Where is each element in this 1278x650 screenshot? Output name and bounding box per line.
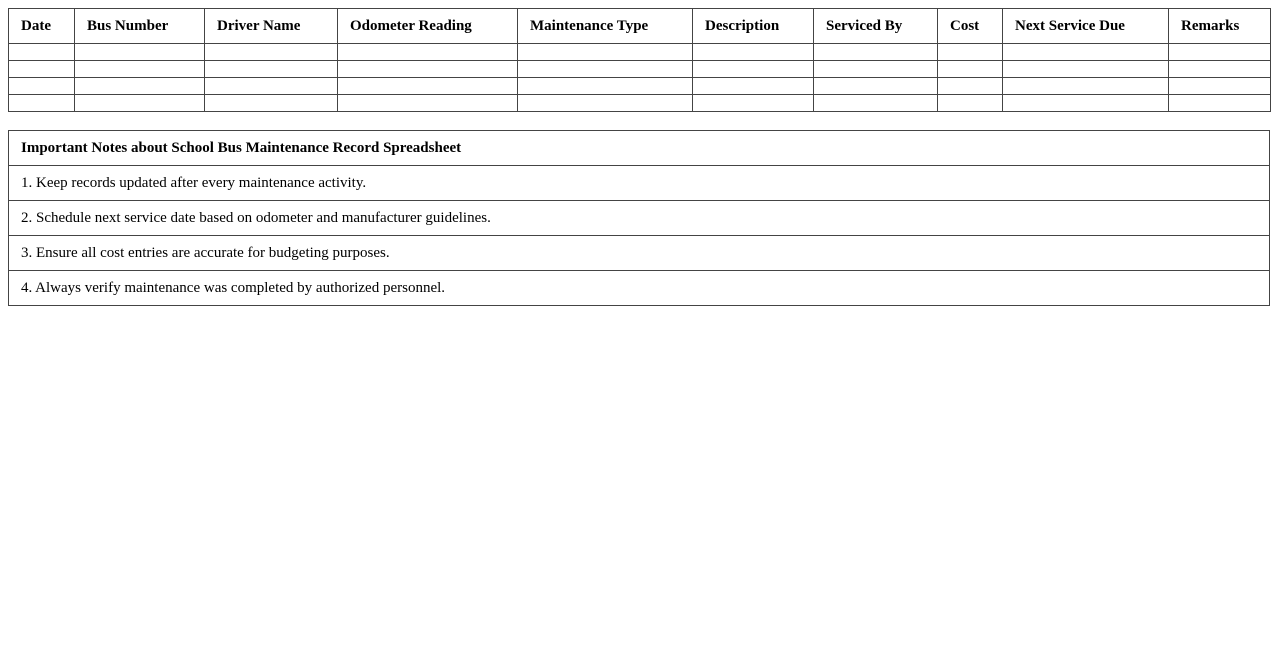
- table-cell[interactable]: [9, 44, 75, 61]
- table-cell[interactable]: [205, 78, 338, 95]
- column-header-description: Description: [693, 9, 814, 44]
- table-cell[interactable]: [338, 44, 518, 61]
- table-cell[interactable]: [1169, 44, 1271, 61]
- important-notes-table: [8, 130, 1270, 306]
- header-row: [9, 9, 1271, 44]
- table-cell[interactable]: [693, 78, 814, 95]
- table-cell[interactable]: [9, 78, 75, 95]
- table-cell[interactable]: [938, 95, 1003, 112]
- table-row: [9, 95, 1271, 112]
- table-cell[interactable]: [1003, 95, 1169, 112]
- note-item: 1. Keep records updated after every maintenance activity.: [9, 166, 1270, 201]
- table-cell[interactable]: [938, 44, 1003, 61]
- table-cell[interactable]: [75, 78, 205, 95]
- column-header-driver-name: Driver Name: [205, 9, 338, 44]
- column-header-remarks: Remarks: [1169, 9, 1271, 44]
- table-cell[interactable]: [338, 78, 518, 95]
- note-row: [9, 201, 1270, 236]
- note-item: 3. Ensure all cost entries are accurate for budgeting purposes.: [9, 236, 1270, 271]
- table-cell[interactable]: [338, 61, 518, 78]
- note-item: 2. Schedule next service date based on odometer and manufacturer guidelines.: [9, 201, 1270, 236]
- table-cell[interactable]: [938, 78, 1003, 95]
- table-cell[interactable]: [1003, 44, 1169, 61]
- table-row: [9, 78, 1271, 95]
- column-header-bus-number: Bus Number: [75, 9, 205, 44]
- table-cell[interactable]: [1169, 78, 1271, 95]
- table-cell[interactable]: [814, 44, 938, 61]
- column-header-odometer-reading: Odometer Reading: [338, 9, 518, 44]
- table-cell[interactable]: [814, 78, 938, 95]
- note-row: [9, 166, 1270, 201]
- table-cell[interactable]: [518, 61, 693, 78]
- table-cell[interactable]: [75, 44, 205, 61]
- column-header-date: Date: [9, 9, 75, 44]
- table-cell[interactable]: [518, 78, 693, 95]
- table-cell[interactable]: [518, 44, 693, 61]
- note-row: [9, 271, 1270, 306]
- column-header-serviced-by: Serviced By: [814, 9, 938, 44]
- table-cell[interactable]: [518, 95, 693, 112]
- table-cell[interactable]: [693, 61, 814, 78]
- table-cell[interactable]: [205, 44, 338, 61]
- table-cell[interactable]: [814, 95, 938, 112]
- notes-header-row: [9, 131, 1270, 166]
- table-cell[interactable]: [693, 44, 814, 61]
- table-cell[interactable]: [1003, 61, 1169, 78]
- column-header-cost: Cost: [938, 9, 1003, 44]
- table-cell[interactable]: [814, 61, 938, 78]
- maintenance-records-table: [8, 8, 1271, 112]
- note-item: 4. Always verify maintenance was completed by authorized personnel.: [9, 271, 1270, 306]
- note-row: [9, 236, 1270, 271]
- table-row: [9, 44, 1271, 61]
- table-cell[interactable]: [1169, 61, 1271, 78]
- table-cell[interactable]: [338, 95, 518, 112]
- table-row: [9, 61, 1271, 78]
- column-header-next-service-due: Next Service Due: [1003, 9, 1169, 44]
- notes-title: Important Notes about School Bus Maintenance Record Spreadsheet: [9, 131, 1270, 166]
- table-cell[interactable]: [205, 95, 338, 112]
- table-cell[interactable]: [75, 61, 205, 78]
- table-cell[interactable]: [75, 95, 205, 112]
- table-cell[interactable]: [1169, 95, 1271, 112]
- table-cell[interactable]: [205, 61, 338, 78]
- column-header-maintenance-type: Maintenance Type: [518, 9, 693, 44]
- table-cell[interactable]: [1003, 78, 1169, 95]
- table-cell[interactable]: [9, 95, 75, 112]
- table-cell[interactable]: [693, 95, 814, 112]
- table-cell[interactable]: [9, 61, 75, 78]
- table-cell[interactable]: [938, 61, 1003, 78]
